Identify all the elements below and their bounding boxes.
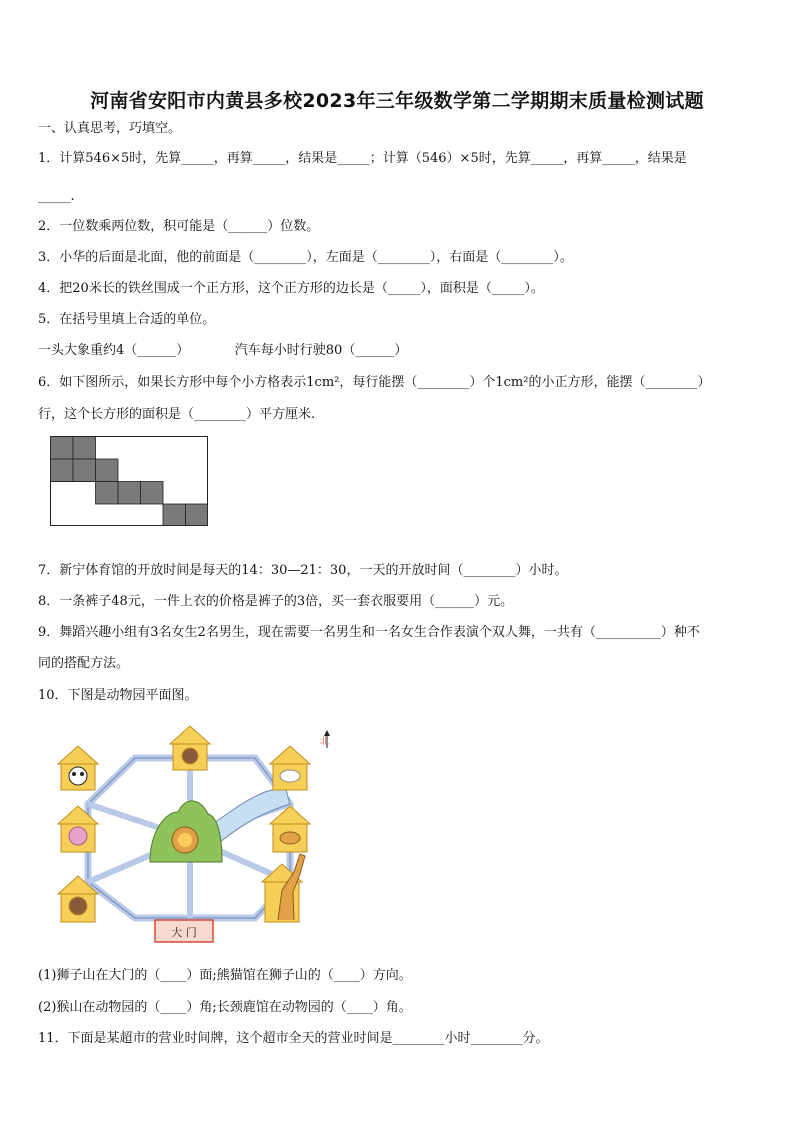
lion-icon <box>172 827 198 853</box>
question-5: 5．在括号里填上合适的单位。 <box>38 312 216 327</box>
question-4: 4．把20米长的铁丝围成一个正方形，这个正方形的边长是（_____），面积是（_____）。 <box>38 281 544 296</box>
panda-house-icon <box>58 746 98 790</box>
north-label: 北 <box>320 737 330 747</box>
question-8: 8．一条裤子48元，一件上衣的价格是裤子的3倍，买一套衣服要用（______）元。 <box>38 594 514 609</box>
question-6-line-1: 6．如下图所示，如果长方形中每个小方格表示1cm²，每行能摆（________）个1cm²的小正方形，能摆（________） <box>38 375 711 390</box>
page-title: 河南省安阳市内黄县多校2023年三年级数学第二学期期末质量检测试题 <box>90 90 704 112</box>
elephant-house-icon <box>58 806 98 852</box>
question-1-line-1: 1．计算546×5时，先算_____，再算_____，结果是_____；计算（546）×5时，先算_____，再算_____，结果是 <box>38 151 687 166</box>
question-11: 11．下面是某超市的营业时间牌，这个超市全天的营业时间是________小时________分。 <box>38 1031 549 1046</box>
fish-house-icon <box>270 806 310 852</box>
question-9-line-2: 同的搭配方法。 <box>38 656 130 671</box>
question-10-part-2: (2)猴山在动物园的（____）角;长颈鹿馆在动物园的（____）角。 <box>38 1000 412 1015</box>
crane-house-icon <box>270 746 310 790</box>
gate-label: 大 门 <box>171 926 197 939</box>
monkey-house-icon <box>170 726 210 770</box>
section-heading: 一、认真思考，巧填空。 <box>38 121 182 136</box>
question-2: 2．一位数乘两位数，积可能是（______）位数。 <box>38 219 320 234</box>
question-10-part-1: (1)狮子山在大门的（____）面;熊猫馆在狮子山的（____）方向。 <box>38 968 412 983</box>
question-9-line-1: 9．舞蹈兴趣小组有3名女生2名男生，现在需要一名男生和一名女生合作表演个双人舞，一共有（__________）种不 <box>38 625 700 640</box>
zoo-map-figure <box>50 722 335 952</box>
north-arrow-icon <box>320 730 330 748</box>
question-1-line-2: _____. <box>38 189 75 204</box>
question-5-blanks: 一头大象重约4（______） 汽车每小时行驶80（______） <box>38 343 408 358</box>
question-10: 10．下图是动物园平面图。 <box>38 688 198 703</box>
question-7: 7．新宁体育馆的开放时间是每天的14：30—21：30，一天的开放时间（________）小时。 <box>38 563 568 578</box>
question-6-line-2: 行，这个长方形的面积是（________）平方厘米. <box>38 407 316 422</box>
area-grid-figure <box>50 436 208 526</box>
question-3: 3．小华的后面是北面，他的前面是（________），左面是（________），右面是（________）。 <box>38 250 573 265</box>
gate-sign <box>155 920 213 942</box>
